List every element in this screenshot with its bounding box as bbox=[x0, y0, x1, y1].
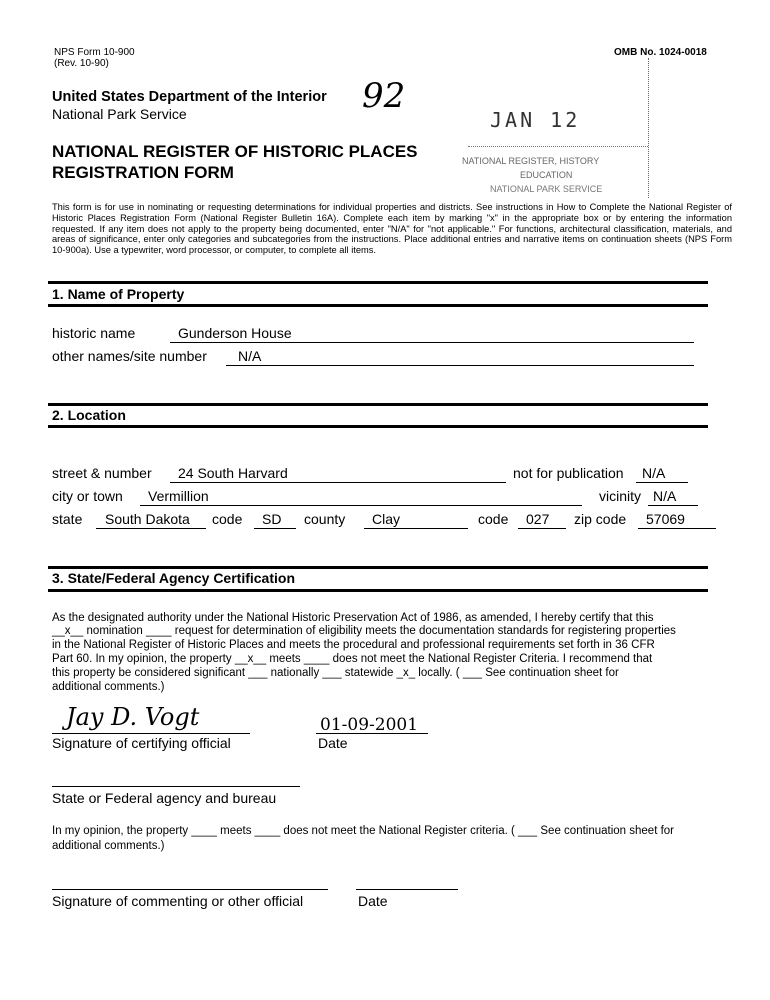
other-names-label: other names/site number bbox=[52, 348, 207, 364]
state-code-label: code bbox=[212, 511, 243, 527]
comment-signature-label: Signature of commenting or other official bbox=[52, 893, 304, 909]
opinion-line-2: additional comments.) bbox=[52, 840, 165, 852]
state-code-value[interactable]: SD bbox=[262, 511, 282, 527]
agency-label: State or Federal agency and bureau bbox=[52, 790, 277, 806]
nfp-value[interactable]: N/A bbox=[642, 465, 666, 481]
historic-name-label: historic name bbox=[52, 325, 136, 341]
zip-value[interactable]: 57069 bbox=[646, 511, 685, 527]
section2-top-rule bbox=[48, 403, 708, 406]
opinion-line-1: In my opinion, the property ____ meets ____ does not meet the National Register criteria. ( ___ See continuation sheet for bbox=[52, 825, 675, 837]
section2-bottom-rule bbox=[48, 425, 708, 428]
state-line bbox=[96, 528, 206, 529]
other-names-line bbox=[226, 365, 694, 366]
section1-title: 1. Name of Property bbox=[52, 286, 185, 302]
county-label: county bbox=[304, 511, 346, 527]
form-revision: (Rev. 10-90) bbox=[54, 58, 109, 69]
zip-label: zip code bbox=[574, 511, 627, 527]
section3-bottom-rule bbox=[48, 589, 708, 592]
street-value[interactable]: 24 South Harvard bbox=[178, 465, 288, 481]
comment-date-line bbox=[356, 889, 458, 890]
intro-instructions: This form is for use in nominating or requesting determinations for individual properties and districts. See instructions in How to Complete the National Register of Historic Places Registration Form (National Register Bulletin 16A). Complete each item by marking "x" in the appropriate box or by entering the information requested. If any item does not apply to the property being documented, enter "N/A" for "not applicable." For functions, architectural classification, materials, and areas of significance, enter only categories and subcategories from the instructions. Place additional entries and narrative items on continuation sheets (NPS Form 10-900a). Use a typewriter, word processor, or computer, to complete all items. bbox=[52, 202, 732, 256]
zip-line bbox=[638, 528, 716, 529]
certifying-signature: Jay D. Vogt bbox=[66, 703, 200, 731]
comment-signature-line bbox=[52, 889, 328, 890]
omb-number: OMB No. 1024-0018 bbox=[614, 47, 707, 58]
cert-line-1: As the designated authority under the National Historic Preservation Act of 1986, as amended, I hereby certify that this bbox=[52, 612, 654, 624]
city-line bbox=[140, 505, 582, 506]
vicinity-label: vicinity bbox=[599, 488, 642, 504]
signature-line bbox=[52, 733, 250, 734]
state-code-line bbox=[254, 528, 296, 529]
handwritten-note: 92 bbox=[362, 76, 406, 116]
form-subtitle: REGISTRATION FORM bbox=[52, 163, 234, 182]
signature-date: 01-09-2001 bbox=[320, 715, 419, 735]
stamp-date: JAN 12 bbox=[490, 108, 581, 132]
stamp-line1: NATIONAL REGISTER, HISTORY bbox=[462, 156, 600, 166]
cert-line-2: __x__ nomination ____ request for determination of eligibility meets the documentation standards for registering properties bbox=[52, 625, 676, 637]
city-label: city or town bbox=[52, 488, 123, 504]
form-title: NATIONAL REGISTER OF HISTORIC PLACES bbox=[52, 142, 418, 161]
stamp-line2: EDUCATION bbox=[520, 170, 573, 180]
stamp-edge bbox=[648, 58, 649, 198]
service-name: National Park Service bbox=[52, 106, 187, 122]
street-line bbox=[170, 482, 506, 483]
county-code-label: code bbox=[478, 511, 509, 527]
city-value[interactable]: Vermillion bbox=[148, 488, 209, 504]
date-line bbox=[316, 733, 428, 734]
section3-top-rule bbox=[48, 566, 708, 569]
street-label: street & number bbox=[52, 465, 152, 481]
agency-line bbox=[52, 786, 300, 787]
nfp-label: not for publication bbox=[513, 465, 624, 481]
historic-name-line bbox=[170, 342, 694, 343]
state-value[interactable]: South Dakota bbox=[105, 511, 190, 527]
stamp-line3: NATIONAL PARK SERVICE bbox=[490, 184, 603, 194]
comment-date-label: Date bbox=[358, 893, 388, 909]
county-value[interactable]: Clay bbox=[372, 511, 401, 527]
nfp-line bbox=[636, 482, 688, 483]
section1-top-rule bbox=[48, 281, 708, 284]
county-line bbox=[364, 528, 468, 529]
cert-line-3: in the National Register of Historic Places and meets the procedural and professional requirements set forth in 36 CFR bbox=[52, 639, 655, 651]
section1-bottom-rule bbox=[48, 304, 708, 307]
signature-label: Signature of certifying official bbox=[52, 735, 231, 751]
department-name: United States Department of the Interior bbox=[52, 89, 327, 105]
cert-line-6: additional comments.) bbox=[52, 681, 165, 693]
section3-title: 3. State/Federal Agency Certification bbox=[52, 570, 295, 586]
cert-line-5: this property be considered significant ___ nationally ___ statewide _x_ locally. ( ___ See continuation sheet for bbox=[52, 667, 619, 679]
vicinity-line bbox=[648, 505, 698, 506]
form-number: NPS Form 10-900 bbox=[54, 47, 135, 58]
stamp-rule bbox=[468, 146, 648, 147]
other-names-value[interactable]: N/A bbox=[238, 348, 262, 364]
county-code-line bbox=[518, 528, 566, 529]
vicinity-value[interactable]: N/A bbox=[653, 488, 677, 504]
cert-line-4: Part 60. In my opinion, the property __x__ meets ____ does not meet the National Register Criteria. I recommend that bbox=[52, 653, 653, 665]
date-label: Date bbox=[318, 735, 348, 751]
historic-name-value[interactable]: Gunderson House bbox=[178, 325, 292, 341]
section2-title: 2. Location bbox=[52, 407, 126, 423]
county-code-value[interactable]: 027 bbox=[526, 511, 550, 527]
state-label: state bbox=[52, 511, 83, 527]
